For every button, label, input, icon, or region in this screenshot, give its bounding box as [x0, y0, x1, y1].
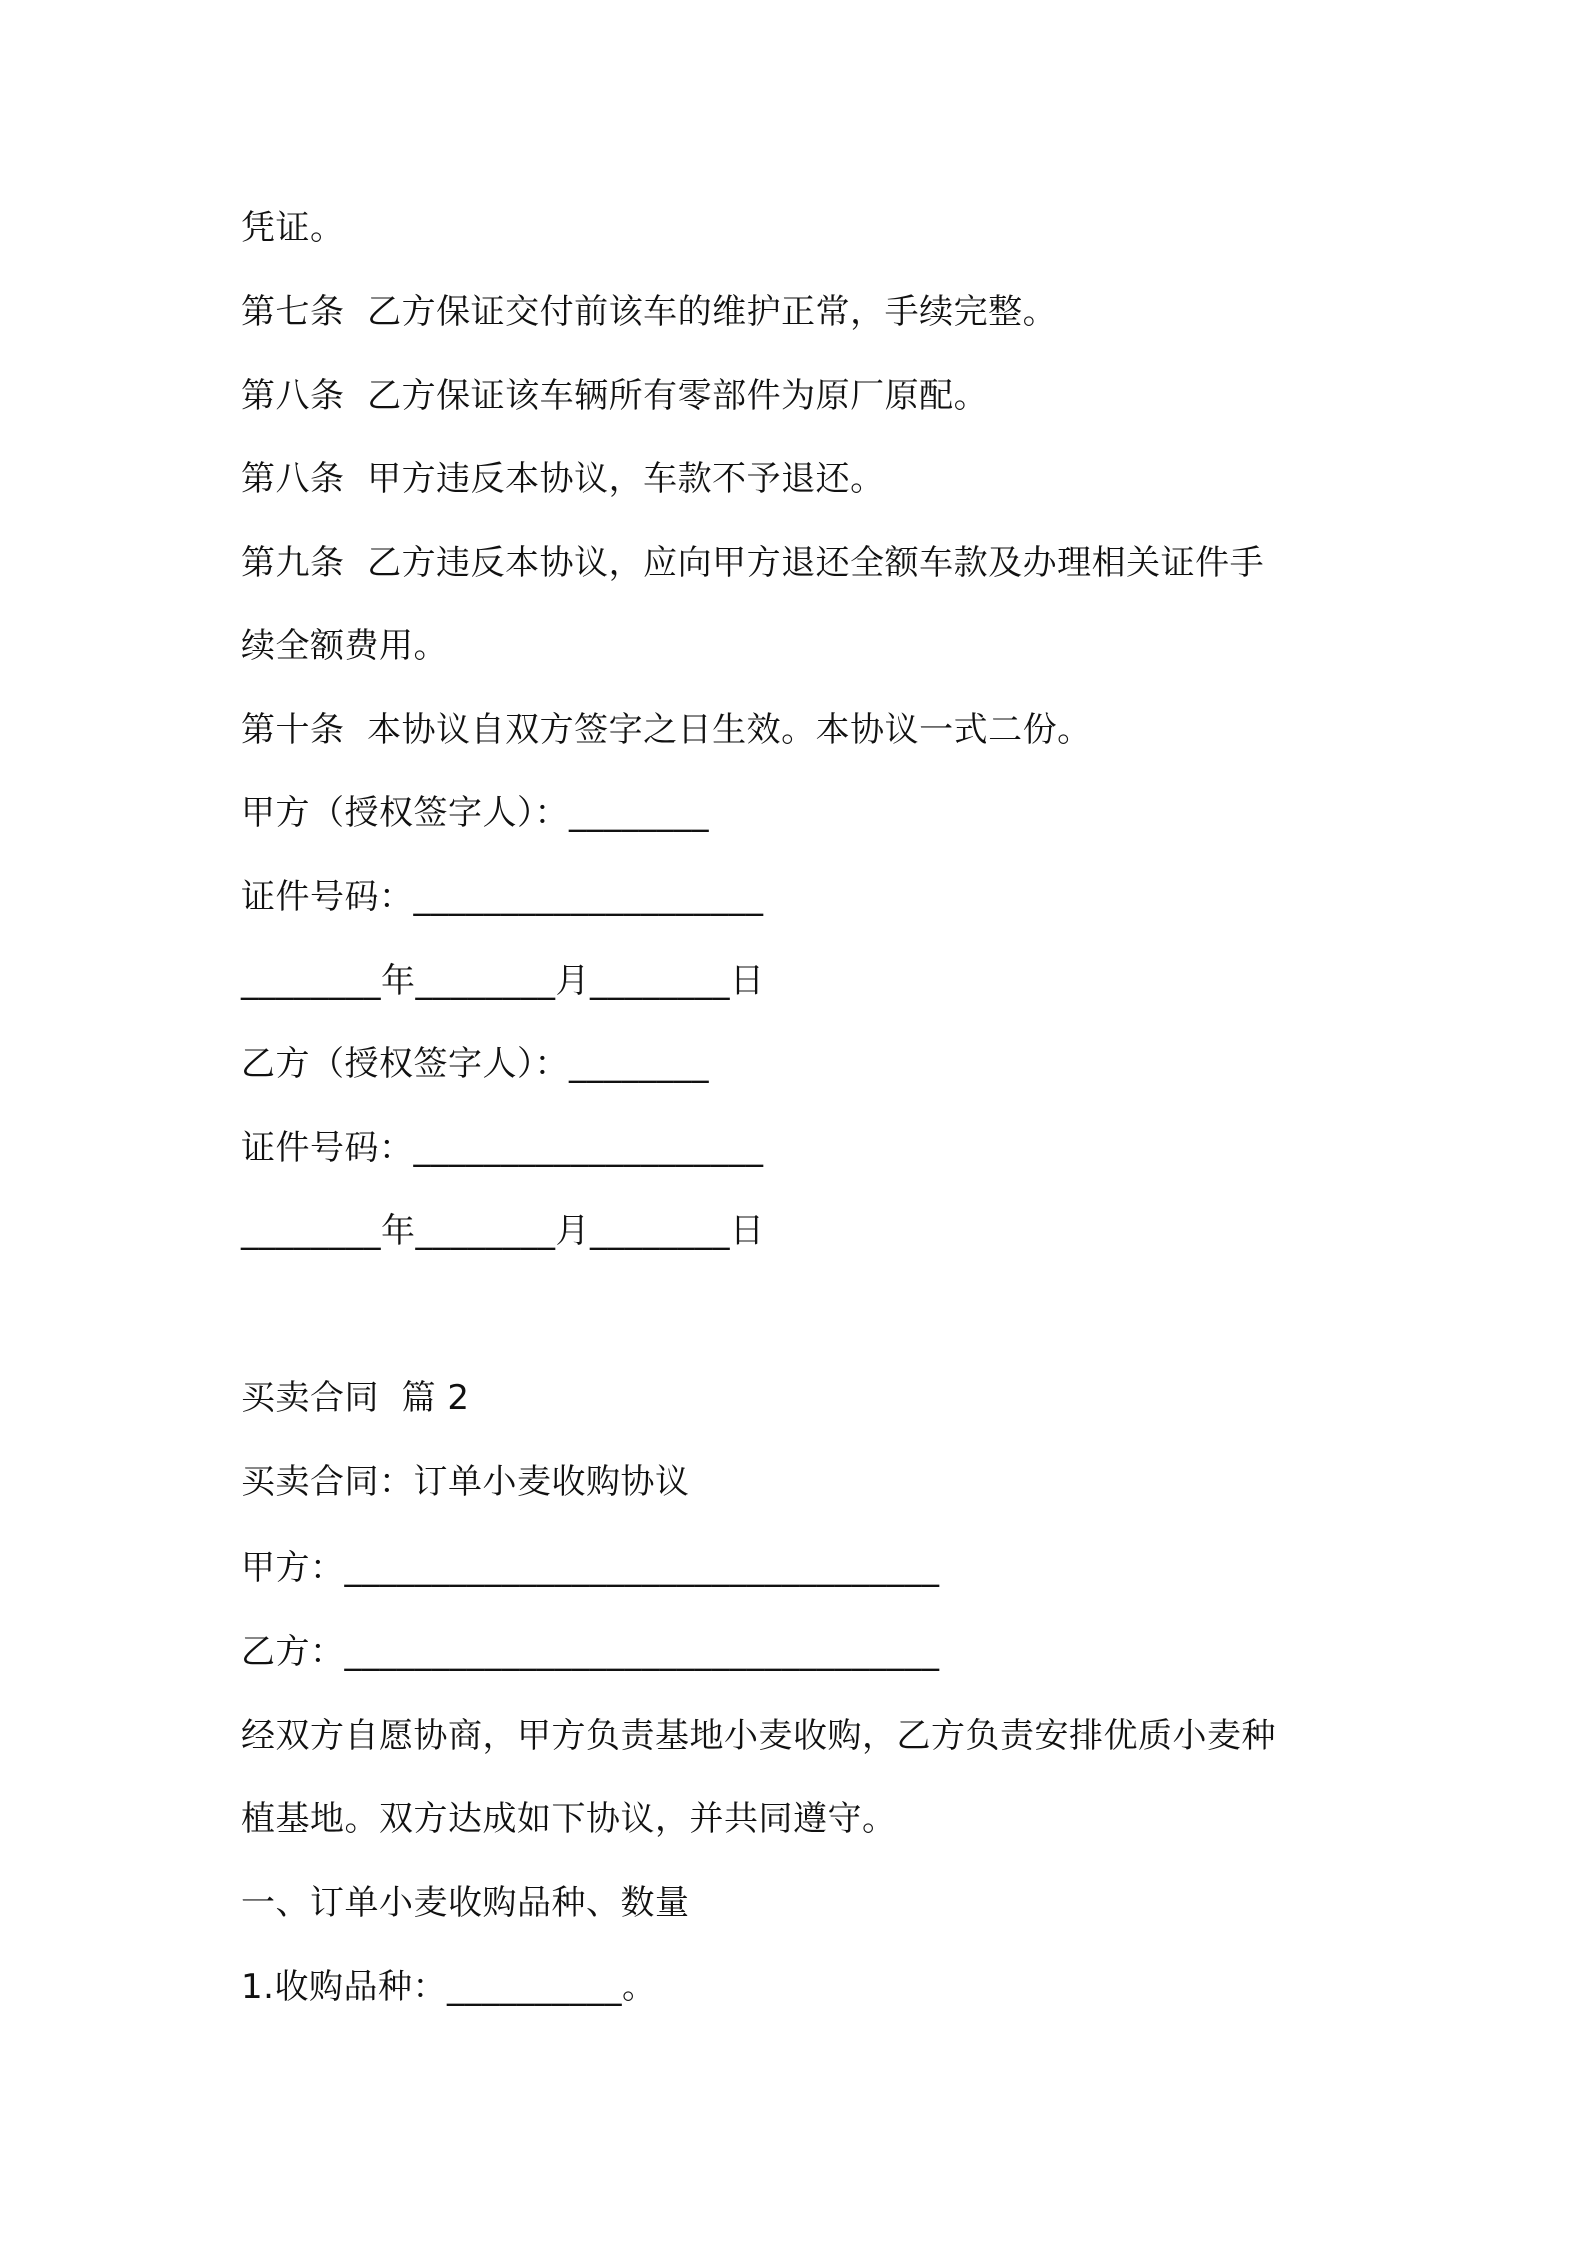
article-9: 第九条 乙方违反本协议，应向甲方退还全额车款及办理相关证件手 [241, 543, 1265, 583]
party-b-signatory: 乙方（授权签字人）：________ [241, 1044, 709, 1084]
party-a-id-number: 证件号码：____________________ [241, 877, 764, 917]
article-10: 第十条 本协议自双方签字之日生效。本协议一式二份。 [241, 710, 1092, 750]
preamble-line-1: 经双方自愿协商，甲方负责基地小麦收购，乙方负责安排优质小麦种 [241, 1716, 1276, 1756]
party-a-field: 甲方：__________________________________ [241, 1548, 940, 1588]
party-b-field: 乙方：__________________________________ [241, 1632, 940, 1672]
party-b-id-number: 证件号码：____________________ [241, 1128, 764, 1168]
purchase-variety: 1.收购品种：__________。 [241, 1967, 657, 2007]
text-line: 凭证。 [241, 208, 345, 248]
article-7: 第七条 乙方保证交付前该车的维护正常，手续完整。 [241, 292, 1058, 332]
section-heading: 买卖合同 篇 2 [241, 1378, 470, 1418]
preamble-line-2: 植基地。双方达成如下协议，并共同遵守。 [241, 1799, 897, 1839]
party-a-signatory: 甲方（授权签字人）：________ [241, 793, 709, 833]
party-b-date: ________年________月________日 [241, 1211, 765, 1251]
clause-heading: 一、订单小麦收购品种、数量 [241, 1883, 690, 1923]
article-8b: 第八条 甲方违反本协议，车款不予退还。 [241, 459, 885, 499]
contract-title: 买卖合同：订单小麦收购协议 [241, 1462, 690, 1502]
text-line: 续全额费用。 [241, 626, 448, 666]
article-8a: 第八条 乙方保证该车辆所有零部件为原厂原配。 [241, 376, 989, 416]
party-a-date: ________年________月________日 [241, 961, 765, 1001]
